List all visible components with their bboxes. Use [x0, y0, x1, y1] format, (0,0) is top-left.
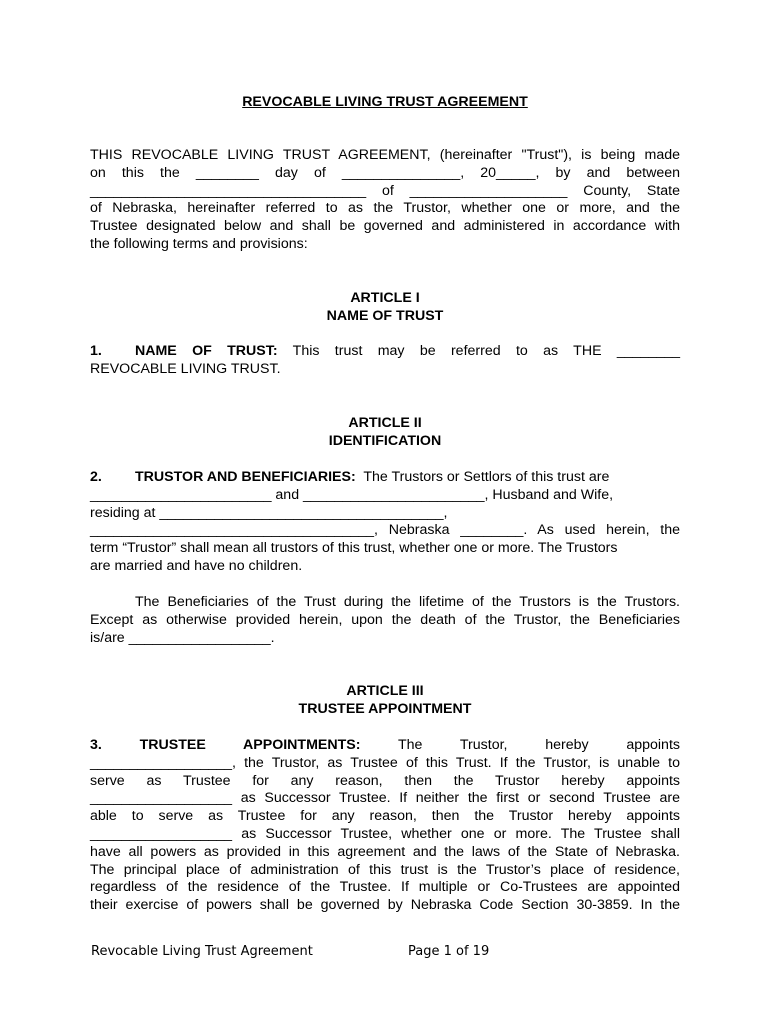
section-2-line: term “Trustor” shall mean all trustors of this trust, whether one or more. The Trustors	[90, 540, 618, 557]
section-3-line: their exercise of powers shall be governed by Nebraska Code Section 30-3859. In the	[90, 897, 680, 914]
section-3-line: regardless of the residence of the Trustee. If multiple or Co-Trustees are appointed	[90, 879, 680, 896]
section-number: 3.	[90, 737, 102, 753]
section-label: NAME OF TRUST:	[135, 343, 278, 359]
section-number: 2.	[90, 469, 102, 485]
section-3-line-1	[90, 737, 680, 755]
intro-line: ___________________________________ of ____________________ County, State	[90, 182, 680, 199]
article-2-heading	[90, 415, 680, 451]
intro-paragraph	[90, 147, 680, 254]
section-3-line: have all powers as provided in this agreement and the laws of the State of Nebraska.	[90, 843, 680, 860]
article-heading: ARTICLE I	[350, 290, 420, 306]
section-1	[90, 343, 680, 379]
article-subheading: TRUSTEE APPOINTMENT	[298, 700, 472, 717]
section-3-line: serve as Trustee for any reason, then the Trustor hereby appoints	[90, 772, 680, 789]
section-text: The Trustors or Settlors of this trust are	[363, 469, 610, 485]
section-3-line: The principal place of administration of this trust is the Trustor’s place of residence,	[90, 861, 680, 878]
article-subheading: IDENTIFICATION	[328, 432, 442, 449]
section-2-line: _______________________ and _______________________, Husband and Wife,	[90, 486, 614, 503]
para-line: The Beneficiaries of the Trust during the lifetime of the Trustors is the Trustors.	[135, 594, 680, 610]
section-2-line: residing at ____________________________________,	[90, 504, 448, 521]
intro-line: THIS REVOCABLE LIVING TRUST AGREEMENT, (hereinafter "Trust"), is being made	[90, 147, 680, 163]
document-title: REVOCABLE LIVING TRUST AGREEMENT	[242, 94, 528, 110]
section-label: TRUSTOR AND BENEFICIARIES:	[135, 469, 356, 485]
section-3-line: able to serve as Trustee for any reason, then the Trustor hereby appoints	[90, 808, 680, 825]
section-3-line: __________________, the Trustor, as Trustee of this Trust. If the Trustor, is unable to	[90, 754, 680, 771]
para-line: Except as otherwise provided herein, upon the death of the Trustor, the Beneficiaries	[90, 611, 680, 628]
footer-page-number: Page 1 of 19	[408, 944, 490, 959]
article-heading: ARTICLE III	[346, 683, 424, 699]
intro-line: Trustee designated below and shall be governed and administered in accordance with	[90, 218, 680, 235]
intro-line: the following terms and provisions:	[90, 235, 308, 252]
section-2-line: are married and have no children.	[90, 557, 303, 574]
section-text: This trust may be referred to as THE ________	[292, 343, 681, 359]
para-line: is/are __________________.	[90, 629, 275, 646]
article-subheading: NAME OF TRUST	[326, 307, 444, 324]
article-1-heading	[90, 290, 680, 326]
section-2-line: ____________________________________, Nebraska ________. As used herein, the	[90, 522, 680, 539]
footer-title: Revocable Living Trust Agreement	[91, 944, 313, 959]
section-3-line: __________________ as Successor Trustee. If neither the first or second Trustee are	[90, 790, 680, 807]
section-number: 1.	[90, 343, 102, 359]
section-text: The Trustor, hereby appoints	[397, 737, 680, 753]
section-2	[90, 469, 680, 576]
intro-line: of Nebraska, hereinafter referred to as the Trustor, whether one or more, and the	[90, 200, 680, 217]
section-label: TRUSTEE APPOINTMENTS:	[139, 737, 361, 753]
section-2-paragraph-2	[90, 594, 680, 647]
section-1-line-2: REVOCABLE LIVING TRUST.	[90, 360, 281, 377]
section-1-line-1	[90, 343, 680, 361]
article-heading: ARTICLE II	[348, 415, 422, 431]
intro-line: on this the ________ day of _______________, 20_____, by and between	[90, 164, 680, 181]
section-3	[90, 737, 680, 915]
article-3-heading	[90, 683, 680, 719]
section-2-line-1	[90, 469, 680, 487]
section-3-line: __________________ as Successor Trustee, whether one or more. The Trustee shall	[90, 825, 680, 842]
